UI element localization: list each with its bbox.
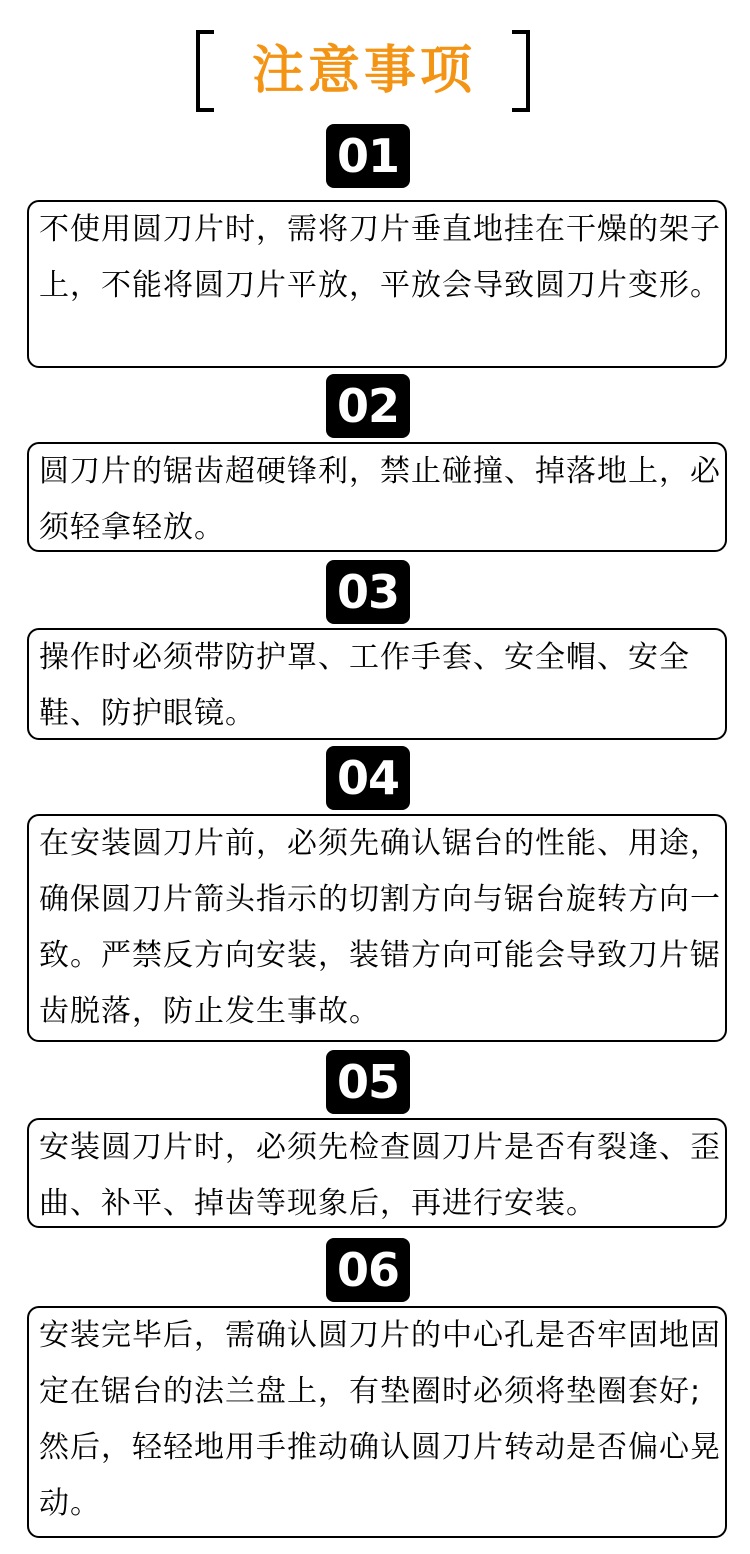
right-bracket-decoration	[512, 30, 530, 112]
item-text: 操作时必须带防护罩、工作手套、安全帽、安全鞋、防护眼镜。	[39, 640, 690, 731]
item-text: 安装圆刀片时，必须先检查圆刀片是否有裂逢、歪曲、补平、掉齿等现象后，再进行安装。	[39, 1130, 721, 1221]
item-number-badge: 06	[326, 1238, 410, 1302]
header	[0, 0, 750, 120]
item-number-badge: 04	[326, 746, 410, 810]
item-number-badge: 02	[326, 374, 410, 438]
item-text-box	[27, 1306, 727, 1538]
item-text: 在安装圆刀片前，必须先确认锯台的性能、用途，确保圆刀片箭头指示的切割方向与锯台旋转方向一致。严禁反方向安装，装错方向可能会导致刀片锯齿脱落，防止发生事故。	[39, 826, 721, 1029]
item-text-box	[27, 628, 727, 740]
page-title: 注意事项	[251, 41, 476, 101]
item-text-box	[27, 442, 727, 552]
item-number-badge: 03	[326, 560, 410, 624]
item-text: 不使用圆刀片时，需将刀片垂直地挂在干燥的架子上，不能将圆刀片平放，平放会导致圆刀片变形。	[39, 212, 721, 303]
item-number-badge: 01	[326, 124, 410, 188]
item-number-badge: 05	[326, 1050, 410, 1114]
item-text-box	[27, 1118, 727, 1228]
item-text-box	[27, 814, 727, 1042]
item-text: 圆刀片的锯齿超硬锋利，禁止碰撞、掉落地上，必须轻拿轻放。	[39, 454, 721, 545]
item-text: 安装完毕后，需确认圆刀片的中心孔是否牢固地固定在锯台的法兰盘上，有垫圈时必须将垫圈套好;然后，轻轻地用手推动确认圆刀片转动是否偏心晃动。	[39, 1318, 721, 1521]
left-bracket-decoration	[196, 30, 214, 112]
item-text-box	[27, 200, 727, 368]
